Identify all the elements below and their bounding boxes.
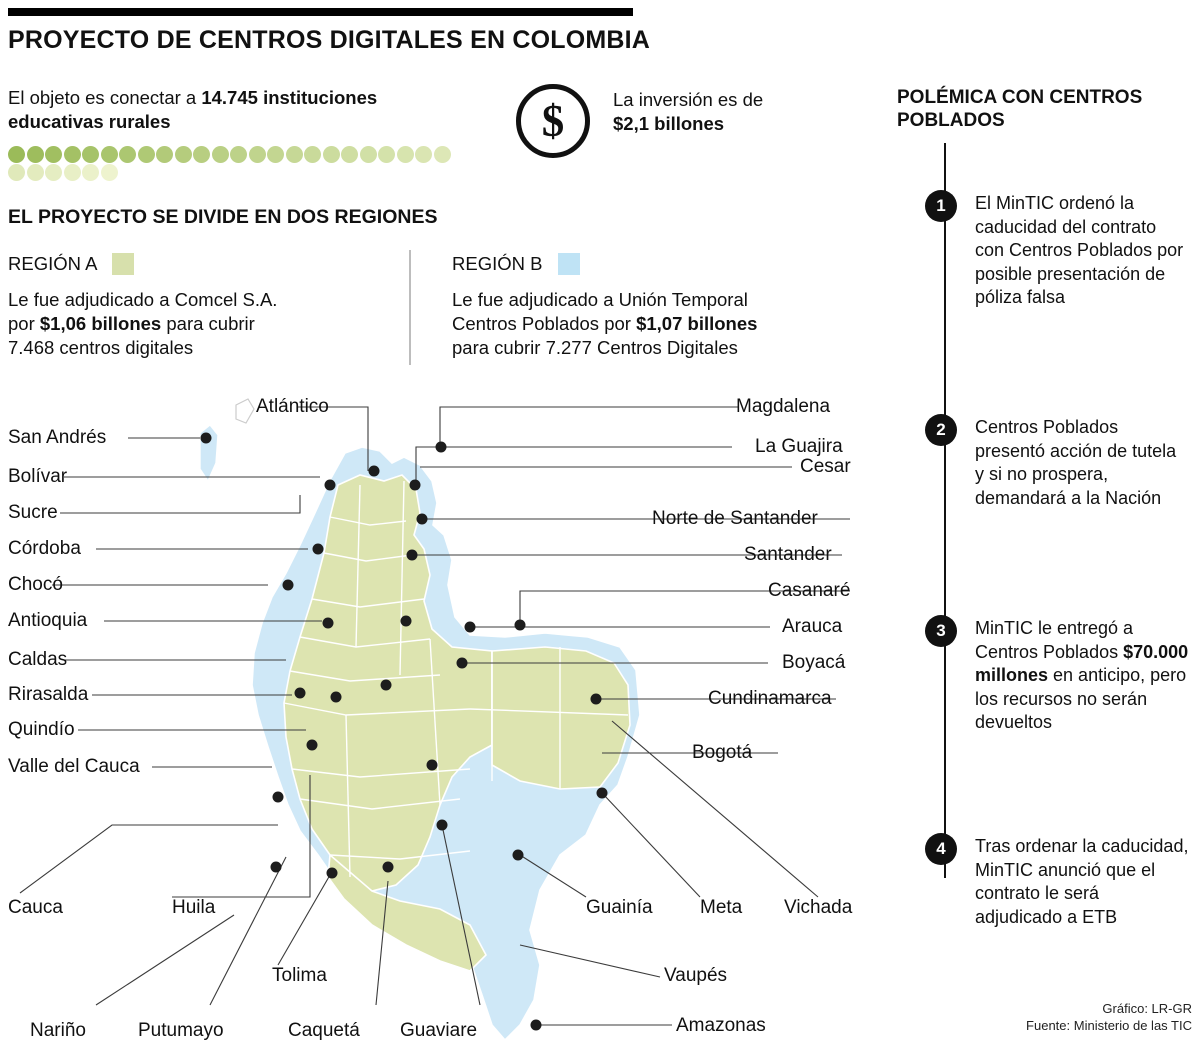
regions-section-title: EL PROYECTO SE DIVIDE EN DOS REGIONES	[8, 206, 438, 228]
timeline-step-3-amount: $70.000 millones	[975, 641, 1189, 685]
regions-divider	[409, 250, 411, 365]
timeline-step-2-number: 2	[925, 414, 957, 446]
investment-text-prefix: La inversión es de	[613, 89, 764, 110]
map-label-magdalena: Magdalena	[736, 396, 831, 417]
scale-dot	[397, 146, 414, 163]
map-label-rirasalda: Rirasalda	[8, 684, 89, 705]
providencia-island	[236, 399, 254, 423]
scale-dot	[193, 146, 210, 163]
map-label-arauca: Arauca	[782, 616, 843, 637]
region-a-color-swatch	[112, 253, 134, 275]
scale-dot	[82, 146, 99, 163]
map-label-cordoba: Córdoba	[8, 538, 81, 559]
map-label-choco: Chocó	[8, 574, 63, 595]
map-label-bogota: Bogotá	[692, 742, 753, 763]
map-label-la-guajira: La Guajira	[755, 436, 843, 457]
map-label-meta: Meta	[700, 897, 743, 918]
region-b-name: REGIÓN B	[452, 253, 543, 274]
map-svg	[0, 385, 880, 1051]
scale-dot	[138, 146, 155, 163]
scale-dot	[45, 164, 62, 181]
scale-dot	[101, 164, 118, 181]
scale-dot	[101, 146, 118, 163]
scale-dot	[415, 146, 432, 163]
region-b-block	[452, 252, 872, 360]
credit-graphic: Gráfico: LR-GR	[1102, 1001, 1192, 1016]
map-label-vichada: Vichada	[784, 897, 853, 918]
map-label-santander: Santander	[744, 544, 832, 565]
scale-dot	[156, 146, 173, 163]
map-label-san-andres: San Andrés	[8, 427, 107, 448]
region-b-title-row	[452, 252, 872, 276]
map-label-amazonas: Amazonas	[676, 1015, 766, 1036]
scale-dot	[8, 146, 25, 163]
scale-dot	[249, 146, 266, 163]
scale-dot	[304, 146, 321, 163]
region-a-line1: Le fue adjudicado a Comcel S.A.	[8, 289, 278, 310]
region-a-name: REGIÓN A	[8, 253, 97, 274]
scale-dot	[286, 146, 303, 163]
scale-dot	[27, 146, 44, 163]
map-label-atlantico: Atlántico	[256, 396, 329, 417]
scale-dot	[267, 146, 284, 163]
map-label-sucre: Sucre	[8, 502, 58, 523]
region-a-block	[8, 252, 398, 360]
map-label-quindio: Quindío	[8, 719, 75, 740]
scale-dot	[27, 164, 44, 181]
scale-dot	[8, 164, 25, 181]
scale-dot	[82, 164, 99, 181]
scale-dot	[323, 146, 340, 163]
map-label-cauca: Cauca	[8, 897, 63, 918]
map-label-tolima: Tolima	[272, 965, 327, 986]
map-label-cundinamarca: Cundinamarca	[708, 688, 832, 709]
scale-dot	[360, 146, 377, 163]
colombia-map	[0, 385, 880, 1051]
map-label-norte-de-santander: Norte de Santander	[652, 508, 818, 529]
region-a-line2-prefix: por	[8, 313, 40, 334]
map-label-guainia: Guainía	[586, 897, 653, 918]
scale-dot	[434, 146, 451, 163]
timeline-step-2-text: Centros Poblados presentó acción de tutela y si no prospera, demandará a la Nación	[975, 417, 1177, 508]
map-label-narino: Nariño	[30, 1020, 86, 1041]
objective-text	[8, 86, 468, 134]
region-a-line2-post: para cubrir	[161, 313, 255, 334]
timeline-step-3-text	[975, 617, 1190, 735]
objective-text-bold: 14.745 instituciones educativas rurales	[8, 87, 378, 132]
scale-dot	[64, 146, 81, 163]
investment-text	[613, 88, 853, 136]
map-label-valle-del-cauca: Valle del Cauca	[8, 756, 140, 777]
scale-dot	[175, 146, 192, 163]
credit-source: Fuente: Ministerio de las TIC	[1026, 1018, 1192, 1033]
map-label-boyaca: Boyacá	[782, 652, 846, 673]
dollar-sign-icon: $	[516, 84, 590, 158]
map-label-cesar: Cesar	[800, 456, 851, 477]
timeline-step-1-number: 1	[925, 190, 957, 222]
region-a-line3: 7.468 centros digitales	[8, 337, 194, 358]
map-label-huila: Huila	[172, 897, 216, 918]
region-b-line3: para cubrir 7.277 Centros Digitales	[452, 337, 738, 358]
region-b-line2-prefix: Centros Poblados por	[452, 313, 637, 334]
region-b-body	[452, 288, 872, 360]
map-label-casanare: Casanaré	[768, 580, 851, 601]
region-a-amount: $1,06 billones	[39, 313, 162, 334]
credit-block	[932, 1000, 1192, 1034]
timeline-step-4-text: Tras ordenar la caducidad, MinTIC anunció que el contrato le será adjudicado a ETB	[975, 836, 1189, 927]
map-label-bolivar: Bolívar	[8, 466, 68, 487]
map-label-caqueta: Caquetá	[288, 1020, 360, 1041]
region-a-title-row	[8, 252, 398, 276]
region-a-area-east	[492, 647, 630, 789]
scale-dot	[45, 146, 62, 163]
region-b-line1: Le fue adjudicado a Unión Temporal	[452, 289, 748, 310]
polemic-title: POLÉMICA CON CENTROS POBLADOS	[897, 87, 1143, 131]
map-label-putumayo: Putumayo	[138, 1020, 224, 1041]
dot-scale	[8, 146, 468, 170]
region-b-color-swatch	[558, 253, 580, 275]
timeline-step-3-number: 3	[925, 615, 957, 647]
timeline-step-4-number: 4	[925, 833, 957, 865]
scale-dot	[212, 146, 229, 163]
timeline-step-3-post: en anticipo, pero los recursos no serán devueltos	[975, 665, 1187, 732]
page-title: PROYECTO DE CENTROS DIGITALES EN COLOMBIA	[8, 26, 651, 54]
region-b-amount: $1,07 billones	[636, 313, 758, 334]
timeline-step-3-prefix: MinTIC le entregó a Centros Poblados	[975, 618, 1134, 662]
timeline-axis	[944, 143, 946, 878]
investment-text-bold: $2,1 billones	[613, 113, 725, 134]
map-label-caldas: Caldas	[8, 649, 68, 670]
map-label-antioquia: Antioquia	[8, 610, 88, 631]
scale-dot	[230, 146, 247, 163]
map-label-vaupes: Vaupés	[664, 965, 728, 986]
header-rule	[8, 8, 633, 16]
scale-dot	[378, 146, 395, 163]
scale-dot	[119, 146, 136, 163]
region-a-body	[8, 288, 398, 360]
scale-dot	[64, 164, 81, 181]
objective-text-prefix: El objeto es conectar a	[8, 87, 202, 108]
map-label-guaviare: Guaviare	[400, 1020, 478, 1041]
scale-dot	[341, 146, 358, 163]
timeline-step-1-text: El MinTIC ordenó la caducidad del contrato con Centros Poblados por posible presentación de póliza falsa	[975, 193, 1184, 307]
